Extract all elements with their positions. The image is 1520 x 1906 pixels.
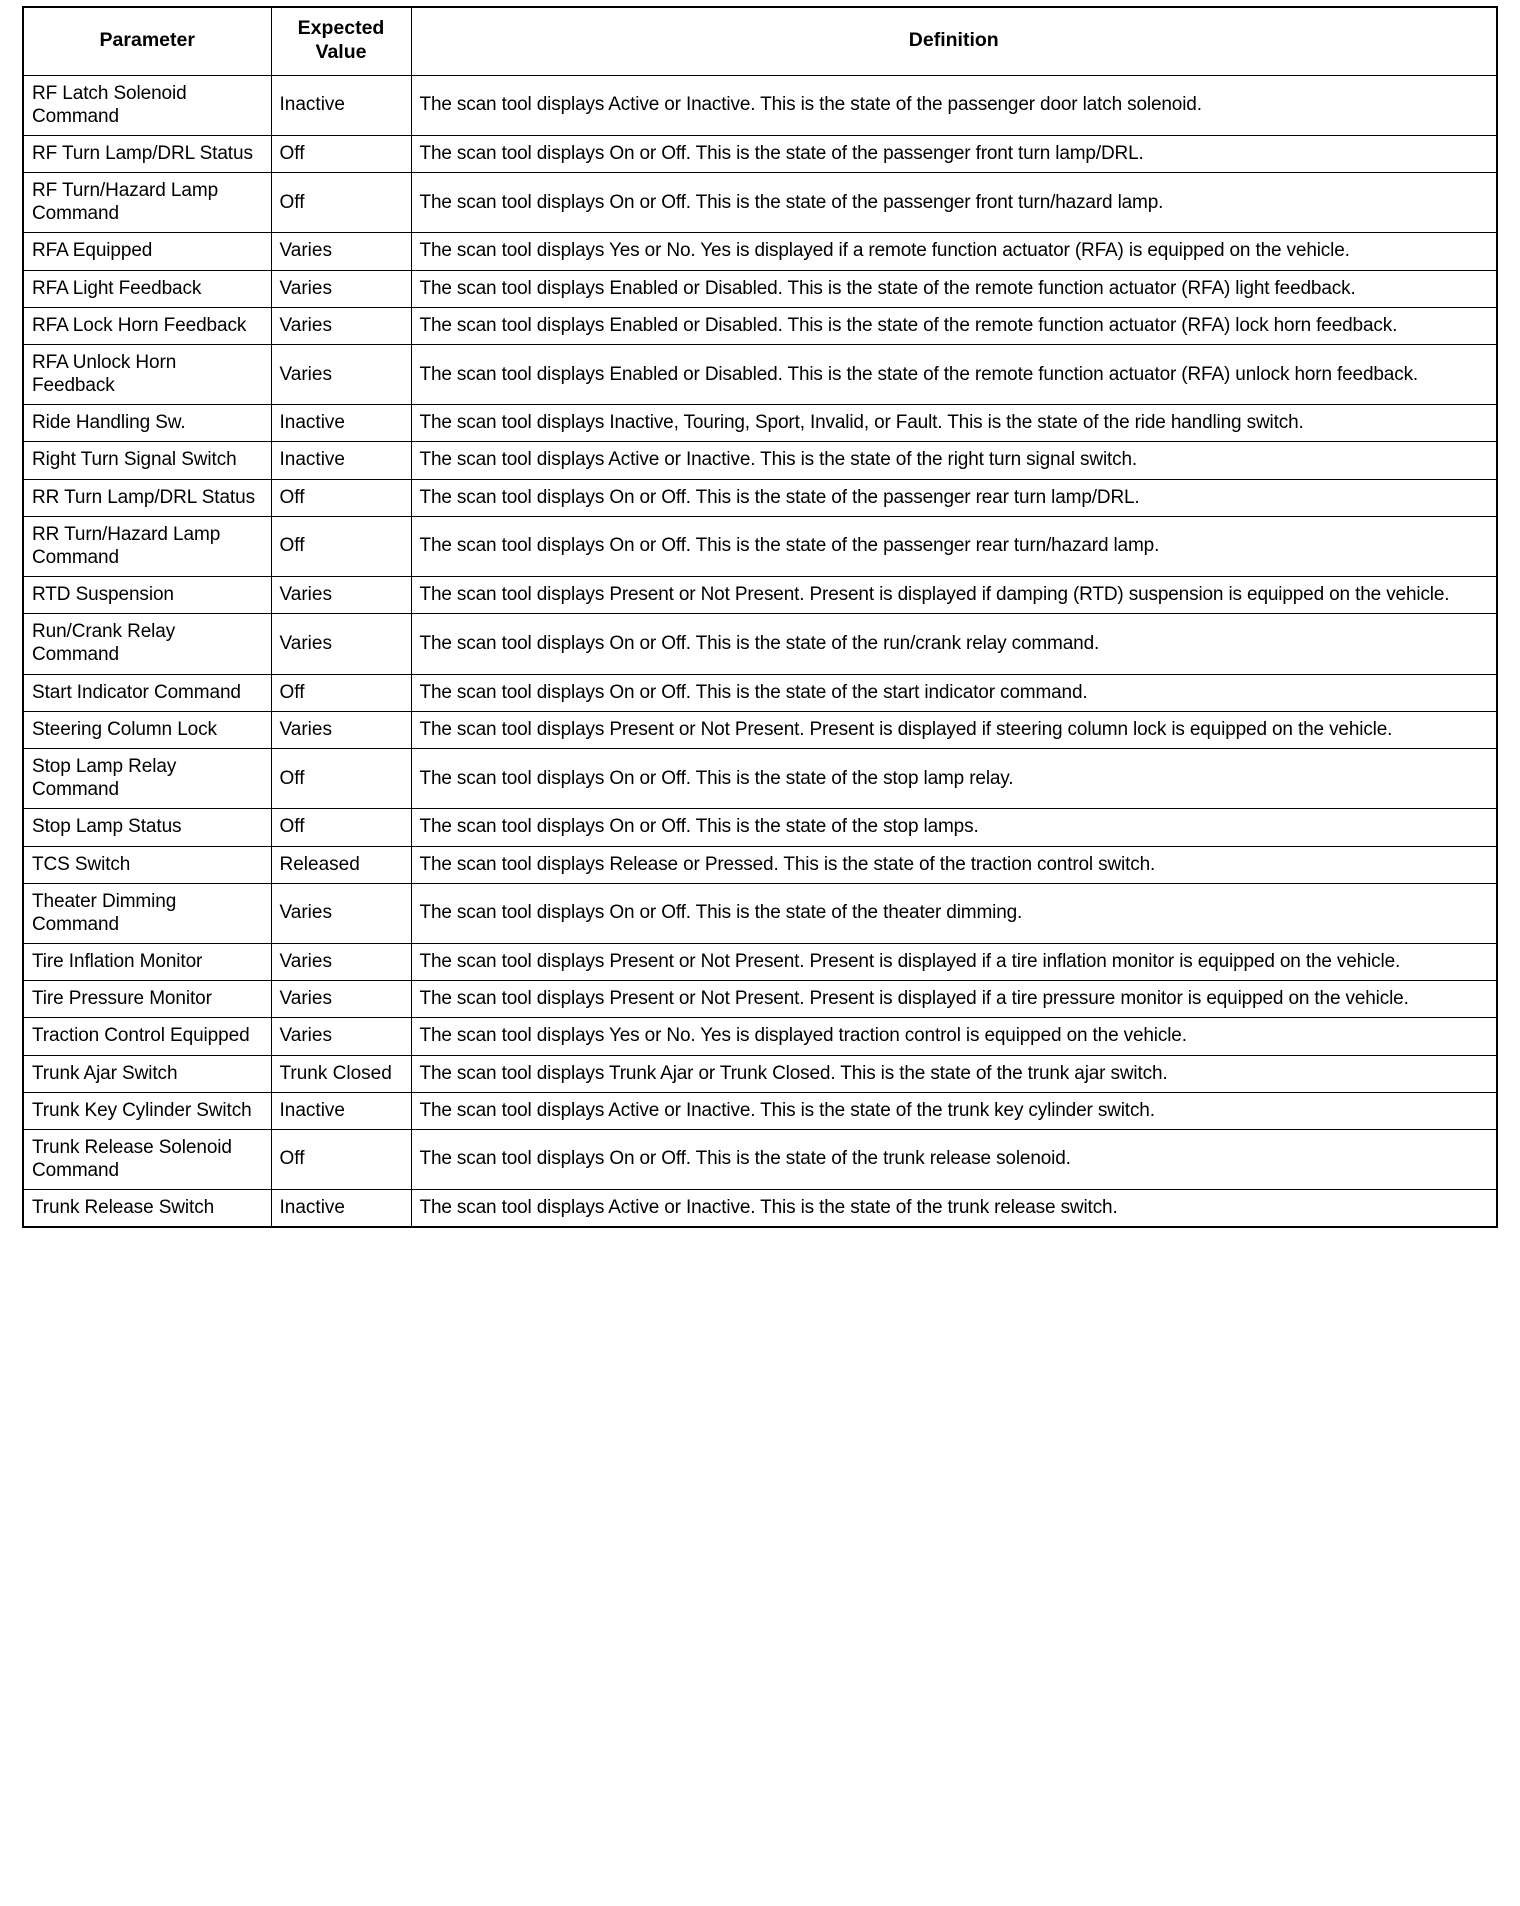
table-row: [23, 1129, 1497, 1189]
column-header-expected-value: [271, 7, 411, 75]
cell-expected-value: Inactive: [271, 1190, 411, 1228]
table-row: [23, 1018, 1497, 1055]
table-row: [23, 1092, 1497, 1129]
table-row: [23, 944, 1497, 981]
cell-parameter: Stop Lamp Relay Command: [23, 749, 271, 809]
cell-parameter: Ride Handling Sw.: [23, 405, 271, 442]
cell-parameter: Run/Crank Relay Command: [23, 614, 271, 674]
cell-definition: The scan tool displays Present or Not Present. Present is displayed if a tire pressure monitor is equipped on the vehicle.: [411, 981, 1497, 1018]
cell-definition: The scan tool displays Active or Inactive. This is the state of the right turn signal switch.: [411, 442, 1497, 479]
column-header-definition: Definition: [411, 7, 1497, 75]
cell-expected-value: Off: [271, 749, 411, 809]
table-row: [23, 516, 1497, 576]
table-row: [23, 135, 1497, 172]
table-row: [23, 75, 1497, 135]
cell-expected-value: Varies: [271, 711, 411, 748]
cell-definition: The scan tool displays On or Off. This is the state of the passenger rear turn/hazard lamp.: [411, 516, 1497, 576]
cell-expected-value: Off: [271, 479, 411, 516]
cell-definition: The scan tool displays On or Off. This is the state of the passenger rear turn lamp/DRL.: [411, 479, 1497, 516]
cell-definition: The scan tool displays Present or Not Present. Present is displayed if a tire inflation monitor is equipped on the vehicle.: [411, 944, 1497, 981]
cell-parameter: RFA Unlock Horn Feedback: [23, 344, 271, 404]
parameter-definition-table: [22, 6, 1498, 1228]
table-row: [23, 344, 1497, 404]
cell-expected-value: Varies: [271, 614, 411, 674]
table-row: [23, 1055, 1497, 1092]
column-header-expected-value-line1: Expected: [297, 17, 385, 39]
cell-definition: The scan tool displays On or Off. This is the state of the stop lamps.: [411, 809, 1497, 846]
table-row: [23, 173, 1497, 233]
cell-parameter: Steering Column Lock: [23, 711, 271, 748]
cell-parameter: Tire Inflation Monitor: [23, 944, 271, 981]
cell-expected-value: Trunk Closed: [271, 1055, 411, 1092]
cell-definition: The scan tool displays Enabled or Disabled. This is the state of the remote function actuator (RFA) light feedback.: [411, 270, 1497, 307]
cell-parameter: RFA Lock Horn Feedback: [23, 307, 271, 344]
cell-parameter: Stop Lamp Status: [23, 809, 271, 846]
table-row: [23, 577, 1497, 614]
cell-parameter: Trunk Release Switch: [23, 1190, 271, 1228]
cell-expected-value: Inactive: [271, 75, 411, 135]
table-row: [23, 233, 1497, 270]
cell-expected-value: Varies: [271, 344, 411, 404]
cell-definition: The scan tool displays Inactive, Touring, Sport, Invalid, or Fault. This is the state of the ride handling switch.: [411, 405, 1497, 442]
table-row: [23, 981, 1497, 1018]
cell-expected-value: Varies: [271, 883, 411, 943]
table-row: [23, 270, 1497, 307]
cell-parameter: Right Turn Signal Switch: [23, 442, 271, 479]
cell-definition: The scan tool displays Present or Not Present. Present is displayed if steering column lock is equipped on the vehicle.: [411, 711, 1497, 748]
cell-parameter: TCS Switch: [23, 846, 271, 883]
table-row: [23, 883, 1497, 943]
cell-definition: The scan tool displays On or Off. This is the state of the trunk release solenoid.: [411, 1129, 1497, 1189]
table-row: [23, 405, 1497, 442]
cell-definition: The scan tool displays Active or Inactive. This is the state of the passenger door latch solenoid.: [411, 75, 1497, 135]
cell-expected-value: Off: [271, 809, 411, 846]
cell-expected-value: Off: [271, 135, 411, 172]
cell-parameter: Traction Control Equipped: [23, 1018, 271, 1055]
table-row: [23, 674, 1497, 711]
cell-definition: The scan tool displays On or Off. This is the state of the stop lamp relay.: [411, 749, 1497, 809]
cell-definition: The scan tool displays Present or Not Present. Present is displayed if damping (RTD) suspension is equipped on the vehicle.: [411, 577, 1497, 614]
cell-expected-value: Inactive: [271, 442, 411, 479]
cell-expected-value: Off: [271, 1129, 411, 1189]
column-header-parameter: Parameter: [23, 7, 271, 75]
cell-expected-value: Inactive: [271, 405, 411, 442]
cell-parameter: Trunk Key Cylinder Switch: [23, 1092, 271, 1129]
cell-definition: The scan tool displays Release or Pressed. This is the state of the traction control switch.: [411, 846, 1497, 883]
cell-parameter: RR Turn Lamp/DRL Status: [23, 479, 271, 516]
cell-expected-value: Off: [271, 674, 411, 711]
cell-parameter: RF Turn/Hazard Lamp Command: [23, 173, 271, 233]
cell-parameter: RF Latch Solenoid Command: [23, 75, 271, 135]
cell-expected-value: Released: [271, 846, 411, 883]
cell-definition: The scan tool displays Yes or No. Yes is displayed traction control is equipped on the vehicle.: [411, 1018, 1497, 1055]
cell-parameter: Theater Dimming Command: [23, 883, 271, 943]
table-row: [23, 307, 1497, 344]
cell-parameter: RTD Suspension: [23, 577, 271, 614]
cell-parameter: RR Turn/Hazard Lamp Command: [23, 516, 271, 576]
cell-parameter: RFA Equipped: [23, 233, 271, 270]
cell-definition: The scan tool displays On or Off. This is the state of the start indicator command.: [411, 674, 1497, 711]
cell-definition: The scan tool displays Active or Inactive. This is the state of the trunk release switch.: [411, 1190, 1497, 1228]
cell-expected-value: Varies: [271, 1018, 411, 1055]
cell-expected-value: Varies: [271, 981, 411, 1018]
cell-definition: The scan tool displays Enabled or Disabled. This is the state of the remote function actuator (RFA) unlock horn feedback.: [411, 344, 1497, 404]
table-header-row: [23, 7, 1497, 75]
cell-expected-value: Varies: [271, 233, 411, 270]
cell-expected-value: Varies: [271, 270, 411, 307]
table-row: [23, 711, 1497, 748]
cell-expected-value: Off: [271, 173, 411, 233]
table-row: [23, 749, 1497, 809]
column-header-expected-value-line2: Value: [315, 40, 367, 63]
cell-definition: The scan tool displays Trunk Ajar or Trunk Closed. This is the state of the trunk ajar switch.: [411, 1055, 1497, 1092]
cell-parameter: RF Turn Lamp/DRL Status: [23, 135, 271, 172]
cell-definition: The scan tool displays On or Off. This is the state of the passenger front turn/hazard lamp.: [411, 173, 1497, 233]
cell-definition: The scan tool displays Active or Inactive. This is the state of the trunk key cylinder switch.: [411, 1092, 1497, 1129]
cell-expected-value: Inactive: [271, 1092, 411, 1129]
table-row: [23, 809, 1497, 846]
cell-definition: The scan tool displays On or Off. This is the state of the theater dimming.: [411, 883, 1497, 943]
cell-definition: The scan tool displays On or Off. This is the state of the run/crank relay command.: [411, 614, 1497, 674]
cell-definition: The scan tool displays On or Off. This is the state of the passenger front turn lamp/DRL.: [411, 135, 1497, 172]
cell-definition: The scan tool displays Yes or No. Yes is displayed if a remote function actuator (RFA) is equipped on the vehicle.: [411, 233, 1497, 270]
cell-parameter: Start Indicator Command: [23, 674, 271, 711]
cell-parameter: Trunk Release Solenoid Command: [23, 1129, 271, 1189]
cell-expected-value: Varies: [271, 307, 411, 344]
table-row: [23, 1190, 1497, 1228]
table-header: [23, 7, 1497, 75]
cell-expected-value: Off: [271, 516, 411, 576]
table-row: [23, 442, 1497, 479]
cell-parameter: RFA Light Feedback: [23, 270, 271, 307]
cell-expected-value: Varies: [271, 577, 411, 614]
table-row: [23, 614, 1497, 674]
cell-parameter: Tire Pressure Monitor: [23, 981, 271, 1018]
cell-definition: The scan tool displays Enabled or Disabled. This is the state of the remote function actuator (RFA) lock horn feedback.: [411, 307, 1497, 344]
table-row: [23, 479, 1497, 516]
table-row: [23, 846, 1497, 883]
table-body: [23, 75, 1497, 1227]
cell-expected-value: Varies: [271, 944, 411, 981]
cell-parameter: Trunk Ajar Switch: [23, 1055, 271, 1092]
